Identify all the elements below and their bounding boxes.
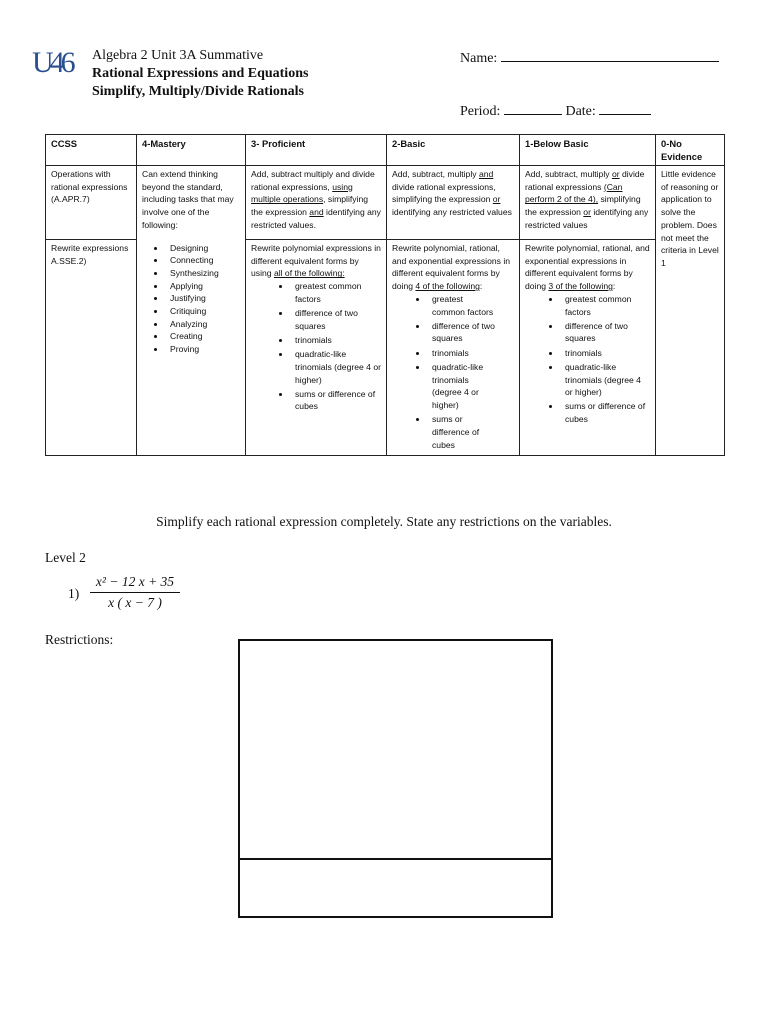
list-item: • Proving [166,343,240,356]
list-item: • greatest common factors [561,293,650,318]
cell-text: identifying any restricted values [392,207,512,218]
below-basic-rewrite [520,240,656,456]
cell-text: Add, subtract multiply and divide rational expressions, [251,169,375,192]
instructions: Simplify each rational expression completely. State any restrictions on the variables. [156,514,612,529]
mastery-description: Can extend thinking beyond the standard, including tasks that may involve one of the following: [142,169,234,230]
list-item: • sums or difference of cubes [291,388,381,413]
list-item: • trinomials [428,347,496,360]
list-item: • greatest common factors [428,293,496,318]
no-evidence-cell: Little evidence of reasoning or application to solve the problem. Does not meet the criteria in Level 1 [656,166,725,456]
cell-text: Rewrite polynomial, rational, and exponential expressions in different equivalent forms by doing [392,243,511,292]
cell-underlined-text: (Can perform 2 of the 4), [525,181,623,205]
basic-list [392,293,514,451]
list-item: • sums or difference of cubes [561,400,650,425]
date-label: Date: [565,104,596,119]
proficient-list [251,280,381,413]
proficient-operations [246,166,387,240]
list-item: • trinomials [291,334,381,347]
rubric-row-operations [46,166,725,240]
basic-rewrite [387,240,520,456]
denominator: x ( x − 7 ) [108,595,162,610]
cell-text: : [612,281,616,292]
cell-text: Rewrite polynomial expressions in different equivalent forms by using [251,243,381,279]
cell-underlined-text: and [478,169,494,179]
list-item: • quadratic-like trinomials (degree 4 or higher) [291,348,381,386]
cell-underlined-text: or [583,207,591,218]
cell-underlined-text: 3 of the following [548,281,613,292]
rational-expression [90,574,180,611]
header-no-evidence: 0-No Evidence [656,135,725,166]
cell-underlined-text: and [309,207,324,218]
ccss-operations: Operations with rational expressions (A.APR.7) [46,166,137,240]
header-mastery: 4-Mastery [137,135,246,166]
cell-text: simplifying the expression [525,194,641,218]
cell-underlined-text: or [611,169,620,179]
proficient-rewrite [246,240,387,456]
period-label: Period: [460,104,501,119]
course-title: Algebra 2 Unit 3A Summative [92,48,264,63]
below-basic-list [525,293,650,426]
rubric-table [45,134,725,456]
list-item: • quadratic-like trinomials (degree 4 or higher) [428,361,496,412]
ccss-rewrite: Rewrite expressions A.SSE.2) [46,240,137,456]
header-basic: 2-Basic [387,135,520,166]
header-below-basic: 1-Below Basic [520,135,656,166]
list-item: • sums or difference of cubes [428,413,496,451]
rubric-header-row [46,135,725,166]
cell-text: , simplifying the expression [251,194,369,218]
list-item: • difference of two squares [428,320,496,345]
cell-text: Add, subtract, multiply [525,169,610,179]
period-field[interactable] [504,100,562,115]
cell-underlined-text: using multiple operations [251,181,353,205]
cell-text: identifying any restricted values [525,207,649,230]
list-item: • Creating [166,330,240,343]
list-item: • difference of two squares [561,320,650,345]
cell-text: divide rational expressions, simplifying the expression [392,181,496,205]
list-item: • difference of two squares [291,307,381,332]
work-area-box[interactable] [238,639,553,860]
cell-text: divide rational expressions [525,169,645,192]
below-basic-operations [520,166,656,240]
cell-underlined-text: all of the following: [273,268,345,279]
list-item: • trinomials [561,347,650,360]
list-item: • Connecting [166,254,240,267]
mastery-cell [137,166,246,456]
name-label: Name: [460,51,498,66]
list-item: • Applying [166,280,240,293]
list-item: • Critiquing [166,305,240,318]
list-item: • quadratic-like trinomials (degree 4 or higher) [561,361,650,399]
basic-operations [387,166,520,240]
logo-text: U46 [32,46,72,79]
mastery-list [142,242,240,356]
date-field[interactable] [599,100,651,115]
lesson-title: Simplify, Multiply/Divide Rationals [92,84,304,99]
period-date-row [460,100,651,120]
list-item: • Analyzing [166,318,240,331]
fraction-bar [90,592,180,593]
unit-title: Rational Expressions and Equations [92,66,309,81]
list-item: • greatest common factors [291,280,381,305]
answer-box[interactable] [238,858,553,918]
list-item: • Justifying [166,292,240,305]
cell-underlined-text: 4 of the following [415,281,480,292]
name-row [460,47,719,67]
u46-logo [32,44,78,80]
cell-text: : [479,281,483,292]
list-item: • Synthesizing [166,267,240,280]
level-label: Level 2 [45,550,86,565]
cell-text: Rewrite polynomial, rational, and exponential expressions in different equivalent forms by doing [525,243,650,292]
list-item: • Designing [166,242,240,255]
problem-number: 1) [68,586,80,601]
numerator: x² − 12 x + 35 [95,574,175,589]
cell-text: identifying any restricted values. [251,207,381,230]
header-proficient: 3- Proficient [246,135,387,166]
cell-underlined-text: or [492,194,501,205]
header-ccss: CCSS [46,135,137,166]
cell-text: Add, subtract, multiply [392,169,477,179]
name-field[interactable] [501,47,719,62]
restrictions-label: Restrictions: [45,632,114,647]
